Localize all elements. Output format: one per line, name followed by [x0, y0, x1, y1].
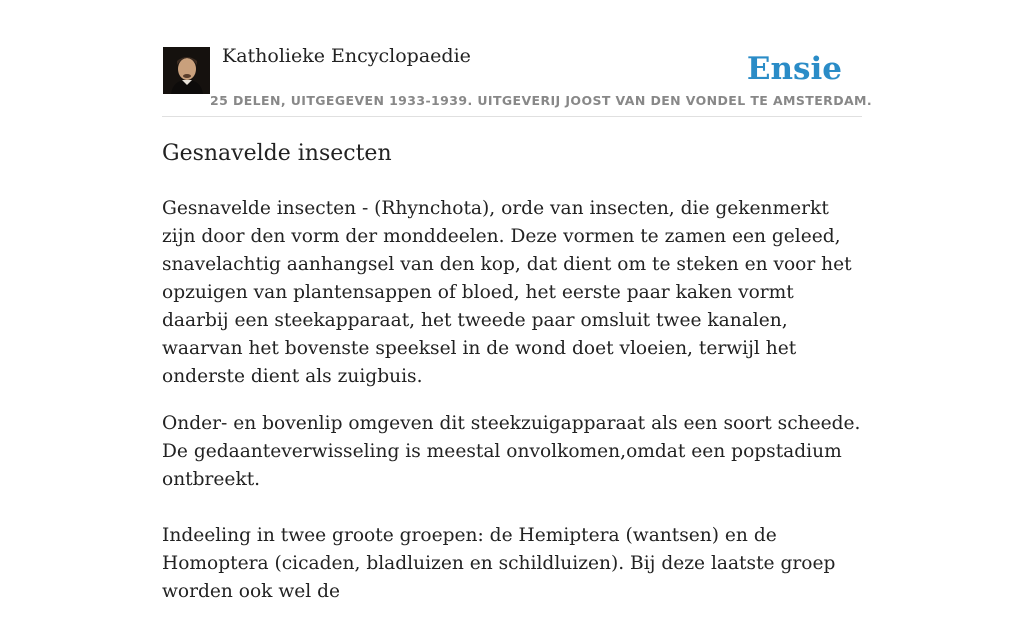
header	[162, 0, 873, 117]
source-meta: 25 DELEN, UITGEGEVEN 1933-1939. UITGEVERIJ JOOST VAN DEN VONDEL TE AMSTERDAM.	[210, 93, 873, 108]
article-paragraph: Onder- en bovenlip omgeven dit steekzuigapparaat als een soort scheede. De gedaanteverwisseling is meestal onvolkomen,omdat een popstadium ontbreekt. Indeeling in twee groote groepen: de Hemiptera (wantsen) en de Homoptera (cicaden, bladluizen en schildluizen). Bij deze laatste groep worden ook wel de	[162, 413, 861, 602]
portrait-avatar-icon[interactable]	[163, 47, 210, 94]
article-paragraph: Gesnavelde insecten - (Rhynchota), orde van insecten, die gekenmerkt zijn door den vorm der monddeelen. Deze vormen te zamen een geleed, snavelachtig aanhangsel van den kop, dat dient om te steken en voor het opzuigen van plantensappen of bloed, het eerste paar kaken vormt daarbij een steekapparaat, het tweede paar omsluit twee kanalen, waarvan het bovenste speeksel in de wond doet vloeien, terwijl het onderste dient als zuigbuis.	[162, 198, 852, 387]
article-title: Gesnavelde insecten	[162, 141, 392, 166]
article	[162, 138, 862, 625]
brand-logo[interactable]: Ensie	[746, 51, 842, 87]
source-title[interactable]: Katholieke Encyclopaedie	[222, 45, 471, 67]
